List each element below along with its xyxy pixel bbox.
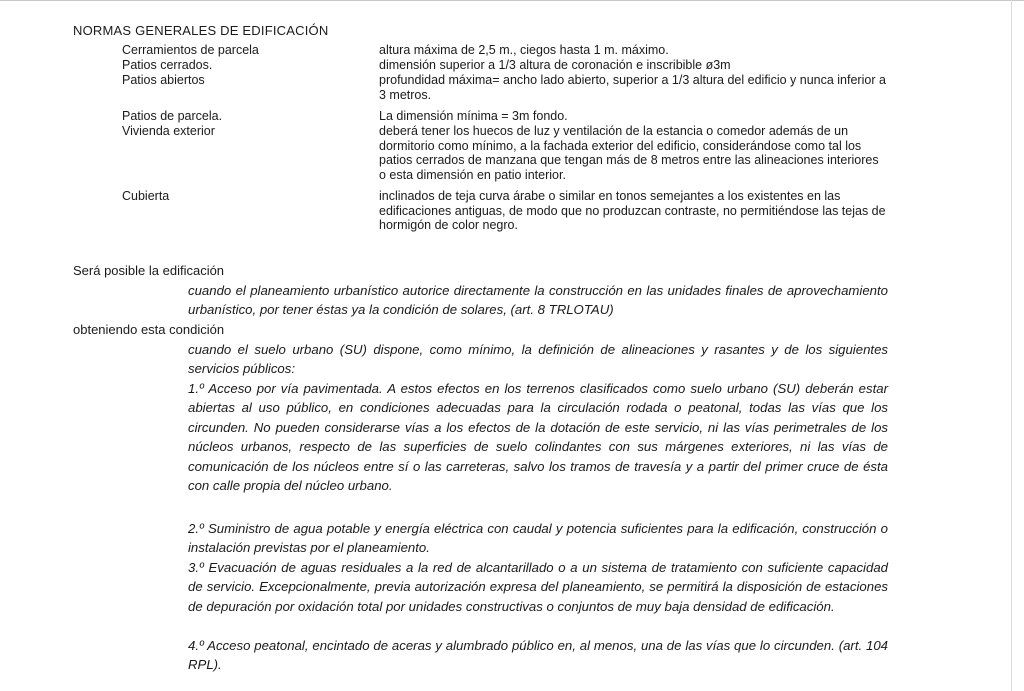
edificacion-text: cuando el planeamiento urbanístico autorice directamente la construcción en las unidades finales de aprovechamiento urbanístico, por tener éstas ya la condición de solares, (art. 8 TRLOTAU) [188,283,888,318]
condicion-heading: obteniendo esta condición [73,322,225,337]
condicion-item-4: 4.º Acceso peatonal, encintado de aceras y alumbrado público en, al menos, una de las vías que lo circunden. (art. 104 RPL). [188,638,888,673]
condicion-text: cuando el suelo urbano (SU) dispone, como mínimo, la definición de alineaciones y rasantes y de los siguientes servicios públicos: [188,342,888,377]
page-top-border [0,0,1024,1]
condicion-item-2: 2.º Suministro de agua potable y energía eléctrica con caudal y potencia suficientes para la edificación, construcción o instalación previstas por el planeamiento. [188,521,888,556]
norm-label-cerramientos: Cerramientos de parcela [122,43,259,57]
norm-label-patios-parcela: Patios de parcela. [122,109,223,123]
norm-text-patios-cerrados: dimensión superior a 1/3 altura de coronación e inscribible ø3m [379,58,731,72]
section-title: NORMAS GENERALES DE EDIFICACIÓN [73,23,329,38]
norm-label-patios-cerrados: Patios cerrados. [122,58,213,72]
norm-text-patios-parcela: La dimensión mínima = 3m fondo. [379,109,568,123]
norm-text-cubierta: inclinados de teja curva árabe o similar en tonos semejantes a los existentes en las edificaciones antiguas, de modo que no produzcan contraste, no permitiéndose las tejas de hormigón de color negro. [379,189,886,232]
condicion-item-3: 3.º Evacuación de aguas residuales a la red de alcantarillado o a un sistema de tratamiento con suficiente capacidad de servicio. Excepcionalmente, previa autorización expresa del planeamiento, se permitirá la disposición de estaciones de depuración por oxidación total por unidades constructivas o conjuntos de muy baja densidad de edificación. [188,560,888,614]
norm-text-vivienda-exterior: deberá tener los huecos de luz y ventilación de la estancia o comedor además de un dormitorio como mínimo, a la fachada exterior del edificio, considerándose como tal los patios cerrados de manzana que tengan más de 8 metros entre las alineaciones interiores o esta dimensión en patio interior. [379,124,879,182]
page-right-border [1011,0,1012,691]
norm-label-cubierta: Cubierta [122,189,170,203]
norm-label-patios-abiertos: Patios abiertos [122,73,205,87]
edificacion-heading: Será posible la edificación [73,263,225,278]
norm-text-patios-abiertos: profundidad máxima= ancho lado abierto, superior a 1/3 altura del edificio y nunca inferior a 3 metros. [379,73,886,102]
condicion-item-1: 1.º Acceso por vía pavimentada. A estos efectos en los terrenos clasificados como suelo urbano (SU) deberán estar abiertas al uso público, en condiciones adecuadas para la circulación rodada o peatonal, todas las vías que los circunden. No pueden considerarse vías a los efectos de la dotación de este servicio, ni las vías perimetrales de los núcleos urbanos, respecto de las superficies de suelo colindantes con sus márgenes exteriores, ni las vías de comunicación de los núcleos entre sí o las carreteras, salvo los tramos de travesía y a partir del primer cruce de ésta con calle propia del núcleo urbano. [188,381,888,494]
norm-text-cerramientos: altura máxima de 2,5 m., ciegos hasta 1 m. máximo. [379,43,669,57]
norm-label-vivienda-exterior: Vivienda exterior [122,124,215,138]
